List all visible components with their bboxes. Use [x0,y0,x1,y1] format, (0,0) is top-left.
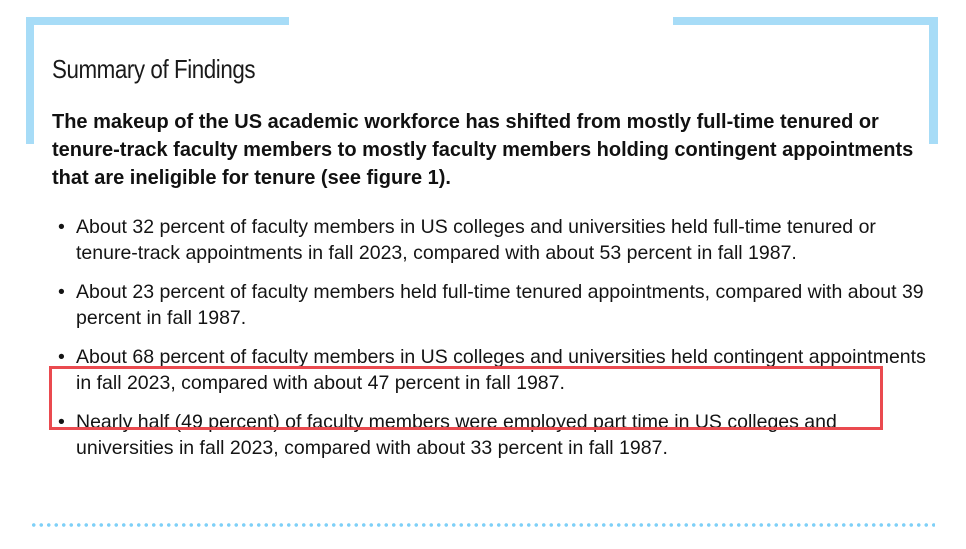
frame-accent-left [26,17,34,144]
frame-accent-top-right [673,17,938,25]
finding-text: About 32 percent of faculty members in US colleges and universities held full-time tenured or tenure-track appointments in fall 2023, compared with about 53 percent in fall 1987. [76,216,876,264]
section-heading: Summary of Findings [52,54,256,84]
highlight-box [49,366,883,430]
bullet-icon: • [58,281,65,303]
dotted-divider [30,523,935,527]
bullet-icon: • [58,216,65,238]
lead-paragraph: The makeup of the US academic workforce has shifted from mostly full-time tenured or tenure-track faculty members to mostly faculty members holding contingent appointments that are ineligible for tenure (see figure 1). [52,111,914,189]
bullet-icon: • [58,411,65,433]
bullet-icon: • [58,346,65,368]
finding-text: Nearly half (49 percent) of faculty members were employed part time in US colleges and universities in fall 2023, compared with about 33 percent in fall 1987. [76,411,837,459]
finding-item-1 [56,214,926,266]
frame-accent-top-left [26,17,289,25]
finding-text: About 68 percent of faculty members in US colleges and universities held contingent appointments in fall 2023, compared with about 47 percent in fall 1987. [76,346,926,394]
finding-item-2 [56,279,926,331]
finding-text: About 23 percent of faculty members held full-time tenured appointments, compared with about 39 percent in fall 1987. [76,281,924,329]
